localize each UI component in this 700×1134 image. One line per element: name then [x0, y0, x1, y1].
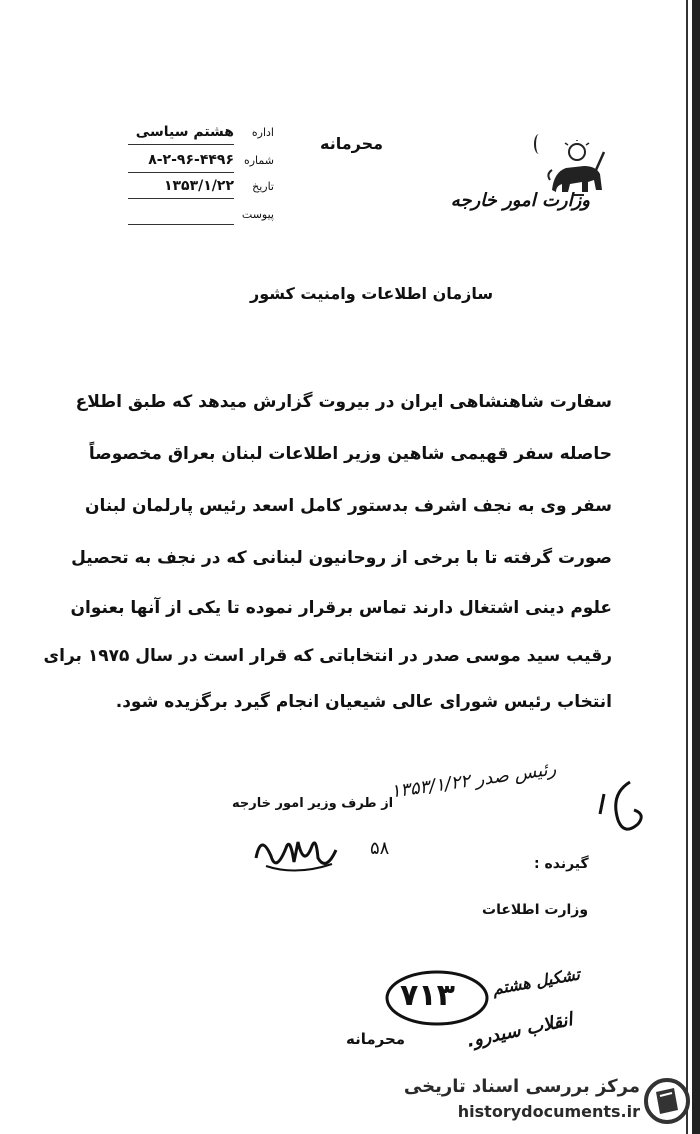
- field-value-date: ۱۳۵۳/۱/۲۲: [163, 178, 234, 194]
- field-value-number: ۸-۲-۹۶-۴۴۹۶: [148, 152, 234, 168]
- handwritten-note-2: تشکیل هشتم: [491, 964, 582, 999]
- body-line: سفر وی به نجف اشرف بدستور کامل اسعد رئیس پارلمان لبنان: [84, 496, 612, 516]
- body-line: رقیب سید موسی صدر در انتخاباتی که قرار است در سال ۱۹۷۵ برای: [43, 646, 612, 666]
- recipient-title: سازمان اطلاعات وامنیت کشور: [250, 284, 494, 303]
- marginal-signature: [590, 774, 650, 844]
- scan-edge-line: [686, 0, 688, 1134]
- watermark-title: مرکز بررسی اسناد تاریخی: [403, 1076, 640, 1097]
- classification-bottom: محرمانه: [346, 1030, 406, 1048]
- body-line: صورت گرفته تا با برخی از روحانیون لبنانی که در نجف به تحصیل: [71, 548, 612, 568]
- body-line: انتخاب رئیس شورای عالی شیعیان انجام گیرد برگزیده شود.: [115, 692, 612, 712]
- recipients-label: گیرنده :: [534, 856, 589, 872]
- field-label-date: تاریخ: [252, 180, 274, 193]
- scan-edge: [692, 0, 700, 1134]
- field-label-attachment: پیوست: [241, 208, 274, 221]
- body-line: علوم دینی اشتغال دارند تماس برقرار نموده تا یکی از آنها بعنوان: [70, 598, 612, 618]
- reference-number: ۵۸: [370, 838, 390, 859]
- handwritten-note: رئیس صدر ۱۳۵۳/۱/۲۲: [389, 758, 558, 803]
- field-rule: [128, 172, 234, 173]
- archive-watermark: [403, 1070, 696, 1130]
- body-line: سفارت شاهنشاهی ایران در بیروت گزارش میدهد که طبق اطلاع: [75, 392, 612, 412]
- field-rule: [128, 224, 234, 225]
- archive-logo-icon: [644, 1076, 690, 1126]
- body-line: حاصله سفر قهیمی شاهین وزیر اطلاعات لبنان بعراق مخصوصاً: [88, 444, 612, 464]
- field-rule: [128, 198, 234, 199]
- field-rule: [128, 144, 234, 145]
- on-behalf-label: از طرف وزیر امور خارجه: [232, 796, 394, 811]
- field-value-office: هشتم سیاسی: [135, 124, 234, 140]
- handwritten-note-3: انقلاب سیدرو.: [464, 1009, 575, 1052]
- field-label-number: شماره: [243, 154, 274, 167]
- signature-scrawl: [246, 828, 346, 878]
- field-label-office: اداره: [251, 126, 274, 139]
- watermark-url: historydocuments.ir: [457, 1102, 640, 1121]
- recipient-item: وزارت اطلاعات: [482, 902, 589, 918]
- ministry-title: وزارت امور خارجه: [450, 190, 590, 211]
- emblem-mark: [534, 134, 544, 154]
- classification-top: محرمانه: [320, 134, 384, 153]
- handwritten-number: ۷۱۳: [400, 978, 455, 1013]
